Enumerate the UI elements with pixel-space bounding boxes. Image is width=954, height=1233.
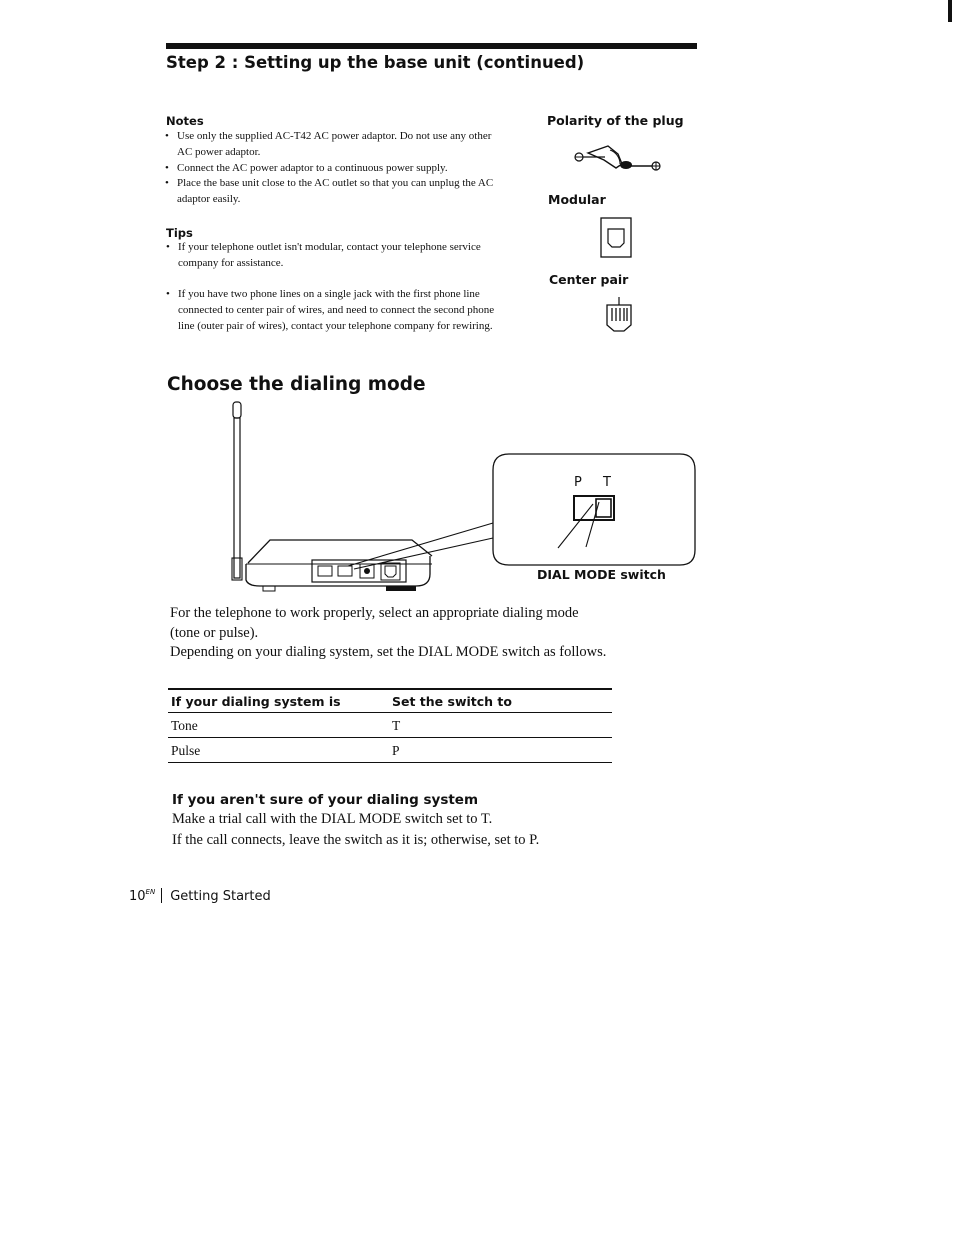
table-cell: Pulse <box>168 738 389 763</box>
table-cell: Tone <box>168 713 389 738</box>
unsure-heading: If you aren't sure of your dialing system <box>172 792 479 808</box>
notes-item: • Place the base unit close to the AC outlet so that you can unplug the AC adaptor easily. <box>163 176 508 208</box>
dial-mode-switch-label: DIAL MODE switch <box>537 567 666 582</box>
modular-jack-icon <box>600 217 634 259</box>
page-number: $10^{EN}$ <box>129 888 156 904</box>
page-footer <box>129 888 271 904</box>
tips-item: • If your telephone outlet isn't modular, contact your telephone service company for assistance. <box>164 240 509 272</box>
modular-label: Modular <box>548 192 606 207</box>
table-header-row <box>168 689 612 713</box>
table-row <box>168 713 612 738</box>
switch-position-p: P <box>574 475 582 490</box>
table-cell: P <box>389 738 612 763</box>
section-title: Choose the dialing mode <box>167 374 426 395</box>
switch-position-t: T <box>603 475 611 490</box>
tips-item: • If you have two phone lines on a single jack with the first phone line connected to center pair of wires, and need to connect the second phone line (outer pair of wires), contact your telephone company for rewiring. <box>164 287 509 334</box>
page-suffix: EN <box>145 888 156 896</box>
intro-paragraph: Depending on your dialing system, set the DIAL MODE switch as follows. <box>170 644 607 660</box>
unsure-paragraph: Make a trial call with the DIAL MODE switch set to T. <box>172 811 493 827</box>
notes-item: • Use only the supplied AC-T42 AC power adaptor. Do not use any other AC power adaptor. <box>163 129 508 161</box>
polarity-label: Polarity of the plug <box>547 113 684 128</box>
table-header: Set the switch to <box>389 689 612 713</box>
notes-heading: Notes <box>166 114 204 128</box>
center-pair-jack-icon <box>604 297 634 335</box>
dialing-mode-table <box>168 688 612 763</box>
notes-list <box>163 129 508 208</box>
tips-list <box>164 287 509 334</box>
footer-section-name: Getting Started <box>170 889 271 904</box>
footer-divider <box>161 888 162 903</box>
plug-polarity-icon <box>560 140 670 180</box>
tips-list <box>164 240 509 272</box>
header-rule <box>166 43 697 49</box>
tips-heading: Tips <box>166 226 193 240</box>
margin-mark <box>948 0 952 22</box>
unsure-paragraph: If the call connects, leave the switch as it is; otherwise, set to P. <box>172 832 540 848</box>
step-title: Step 2 : Setting up the base unit (continued) <box>166 53 585 72</box>
table-row <box>168 738 612 763</box>
table-header: If your dialing system is <box>168 689 389 713</box>
table-cell: T <box>389 713 612 738</box>
notes-item: • Connect the AC power adaptor to a continuous power supply. <box>163 161 508 177</box>
intro-paragraph: For the telephone to work properly, select an appropriate dialing mode (tone or pulse). <box>170 605 579 641</box>
center-pair-label: Center pair <box>549 272 629 287</box>
